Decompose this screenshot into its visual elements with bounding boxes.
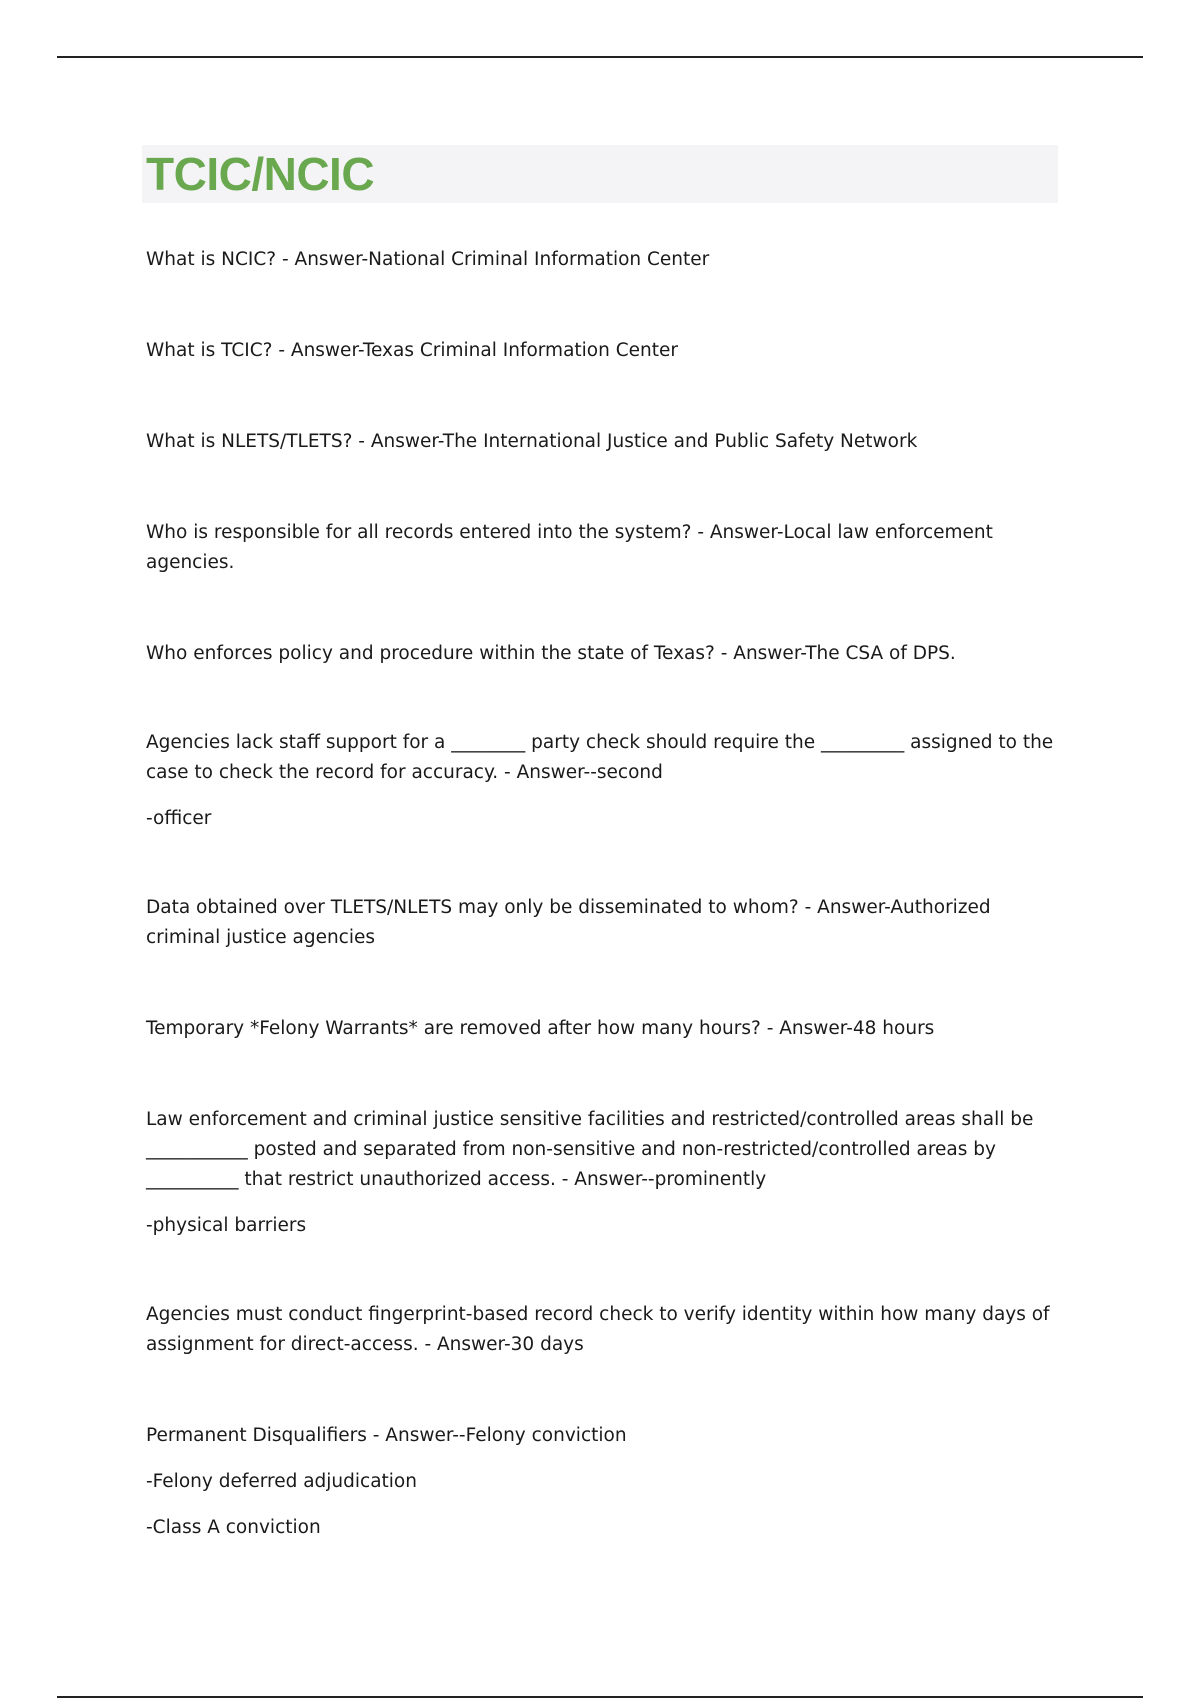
qa-text: Permanent Disqualifiers - Answer--Felony conviction bbox=[146, 1425, 627, 1446]
qa-text: Law enforcement and criminal justice sensitive facilities and restricted/controlled areas shall be ___________ posted and separated from non-sensitive and non-restricted/controlled areas by __________ that restrict unauthorized access. - Answer--prominently bbox=[146, 1109, 1034, 1190]
qa-text: Agencies lack staff support for a ________ party check should require the _________ assigned to the case to check the record for accuracy. - Answer--second bbox=[146, 732, 1054, 783]
qa-item-9 bbox=[146, 1105, 1066, 1241]
qa-text: Temporary *Felony Warrants* are removed after how many hours? - Answer-48 hours bbox=[146, 1018, 935, 1039]
qa-answer-line: -Felony deferred adjudication bbox=[146, 1471, 417, 1492]
qa-text: What is NLETS/TLETS? - Answer-The International Justice and Public Safety Network bbox=[146, 431, 918, 452]
qa-item-4 bbox=[146, 518, 1066, 578]
qa-item-1 bbox=[146, 245, 1066, 275]
qa-item-11 bbox=[146, 1421, 1066, 1543]
qa-answer-line: -physical barriers bbox=[146, 1215, 307, 1236]
document-title: TCIC/NCIC bbox=[146, 148, 375, 200]
qa-item-3 bbox=[146, 427, 1066, 457]
qa-text: What is NCIC? - Answer-National Criminal Information Center bbox=[146, 249, 710, 270]
qa-text: Who is responsible for all records entered into the system? - Answer-Local law enforcement agencies. bbox=[146, 522, 993, 573]
qa-item-8 bbox=[146, 1014, 1066, 1044]
qa-item-2 bbox=[146, 336, 1066, 366]
qa-item-10 bbox=[146, 1300, 1066, 1360]
top-divider bbox=[57, 56, 1143, 58]
qa-text: Data obtained over TLETS/NLETS may only be disseminated to whom? - Answer-Authorized criminal justice agencies bbox=[146, 897, 991, 948]
qa-item-5 bbox=[146, 639, 1066, 669]
bottom-divider bbox=[57, 1696, 1143, 1698]
qa-item-7 bbox=[146, 893, 1066, 953]
qa-answer-line: -Class A conviction bbox=[146, 1517, 321, 1538]
qa-text: What is TCIC? - Answer-Texas Criminal Information Center bbox=[146, 340, 679, 361]
qa-answer-line: -officer bbox=[146, 808, 212, 829]
qa-item-6 bbox=[146, 728, 1066, 834]
qa-text: Agencies must conduct fingerprint-based record check to verify identity within how many days of assignment for direct-access. - Answer-30 days bbox=[146, 1304, 1050, 1355]
qa-text: Who enforces policy and procedure within the state of Texas? - Answer-The CSA of DPS. bbox=[146, 643, 956, 664]
